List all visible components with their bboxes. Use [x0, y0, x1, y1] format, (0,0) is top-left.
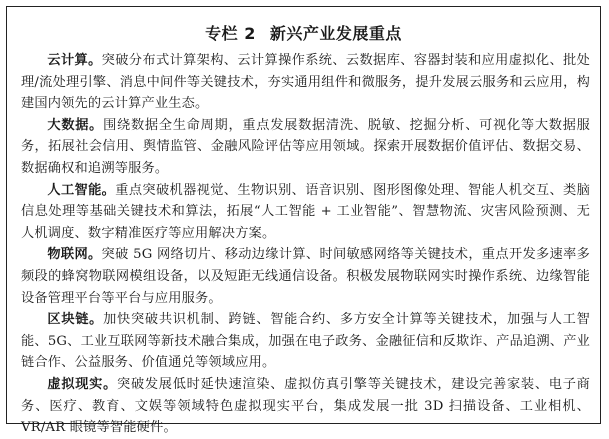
section-virtual-reality [21, 374, 590, 439]
section-term: 人工智能。 [47, 182, 116, 198]
section-text: 加快突破共识机制、跨链、智能合约、多方安全计算等关键技术，加强与人工智能、5G、工业互联网等新技术融合集成，加强在电子政务、金融征信和反欺诈、产品追溯、产业链合作、公益服务、价值通兑等领域应用。 [21, 312, 590, 371]
box-title-number: 专栏 2 [205, 24, 256, 43]
section-text: 突破分布式计算架构、云计算操作系统、云数据库、容器封装和应用虚拟化、批处理/流处理引擎、消息中间件等关键技术，夯实通用组件和微服务，提升发展云服务和云应用，构建国内领先的云计算产业生态。 [21, 53, 590, 112]
section-term: 虚拟现实。 [47, 376, 118, 392]
section-artificial-intelligence [21, 180, 590, 245]
box-title-text: 新兴产业发展重点 [269, 24, 402, 43]
section-text: 重点突破机器视觉、生物识别、语音识别、图形图像处理、智能人机交互、类脑信息处理等基础关键技术和算法，拓展“人工智能 + 工业智能”、智慧物流、灾害风险预测、无人机调度、数字精准医疗等应用解决方案。 [21, 182, 591, 241]
section-text: 突破 5G 网络切片、移动边缘计算、时间敏感网络等关键技术，重点开发多速率多频段的蜂窝物联网模组设备，以及短距无线通信设备。积极发展物联网实时操作系统、边缘智能设备管理平台等平台与应用服务。 [21, 247, 591, 306]
section-iot [21, 244, 590, 309]
section-term: 大数据。 [47, 117, 104, 133]
section-term: 云计算。 [47, 53, 102, 68]
section-big-data [21, 115, 590, 180]
section-text: 突破发展低时延快速渲染、虚拟仿真引擎等关键技术，建设完善家装、电子商务、医疗、教育、文娱等领域特色虚拟现实平台，集成发展一批 3D 扫描设备、工业相机、VR/AR 眼镜等智能硬件。 [21, 376, 591, 436]
box-title [7, 24, 600, 44]
section-blockchain [21, 309, 590, 374]
box-content [7, 50, 600, 439]
section-term: 区块链。 [47, 312, 104, 328]
section-cloud-computing [21, 50, 590, 115]
section-term: 物联网。 [47, 247, 102, 263]
column-box [6, 6, 601, 436]
section-text: 围绕数据全生命周期，重点发展数据清洗、脱敏、挖掘分析、可视化等大数据服务，拓展社会信用、舆情监管、金融风险评估等应用领域。探索开展数据价值评估、数据交易、数据确权和追溯等服务。 [21, 117, 590, 176]
